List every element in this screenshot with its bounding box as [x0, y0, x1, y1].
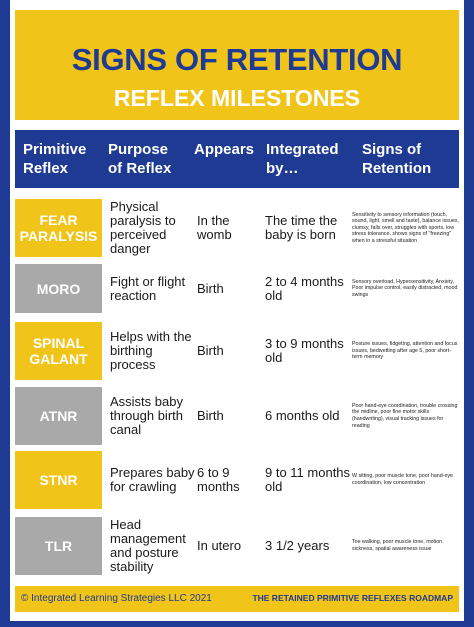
integrated-cell: 2 to 4 months old — [265, 273, 344, 303]
footer-banner — [15, 586, 459, 612]
purpose-cell: Helps with the birthing process — [110, 329, 192, 372]
table-row-fear-paralysis — [15, 199, 459, 257]
purpose-cell: Prepares baby for crawling — [110, 465, 195, 494]
reflex-badge: STNR — [15, 451, 102, 509]
left-border-bar — [0, 0, 10, 627]
table-header — [15, 130, 459, 188]
integrated-cell: 3 to 9 months old — [265, 336, 344, 365]
appears-cell: 6 to 9 months — [197, 465, 240, 494]
integrated-cell: The time the baby is born — [265, 213, 338, 242]
purpose-cell: Assists baby through birth canal — [110, 394, 183, 437]
page-subtitle: REFLEX MILESTONES — [113, 85, 361, 111]
header-primitive-reflex: Primitive Reflex — [23, 141, 87, 177]
appears-cell: In the womb — [197, 213, 232, 242]
appears-cell: Birth — [197, 280, 224, 296]
appears-cell: Birth — [197, 408, 224, 423]
signs-cell: Poor hand-eye coordination, trouble crossing the midline, poor fine motor skills (handwriting), visual tracking issues for reading — [352, 402, 458, 429]
right-border-bar — [464, 0, 474, 627]
purpose-cell: Fight or flight reaction — [110, 273, 186, 303]
bottom-border-bar — [0, 621, 474, 627]
appears-cell: In utero — [197, 538, 242, 553]
signs-cell: Sensory overload, Hypersensitivity, Anxiety, Poor impulse control, easily distracted, mood swings — [352, 278, 458, 298]
copyright-text: © Integrated Learning Strategies LLC 2021 — [21, 593, 212, 604]
table-row-atnr — [15, 387, 459, 445]
purpose-cell: Physical paralysis to perceived danger — [110, 199, 176, 256]
header-signs-of-retention: Signs of Retention — [362, 141, 432, 177]
integrated-cell: 6 months old — [265, 408, 340, 423]
signs-cell: Sensitivity to sensory information (touch, sound, light, smell and taste), balance issues, clumsy, falls over, struggles with sports, low stress tolerance, shows signs of "freezing" when in a stressful situation — [352, 211, 459, 244]
reflex-badge: TLR — [15, 517, 102, 575]
reflex-badge: SPINAL GALANT — [15, 322, 102, 380]
purpose-cell: Head management and posture stability — [110, 517, 186, 574]
appears-cell: Birth — [197, 343, 224, 358]
table-row-spinal-galant — [15, 322, 459, 380]
signs-cell: Toe walking, poor muscle tone, motion sickness, spatial awareness issue — [352, 539, 443, 552]
signs-cell: W sitting, poor muscle tone, poor hand-eye coordination, low concentration — [352, 473, 453, 486]
integrated-cell: 3 1/2 years — [265, 538, 330, 553]
table-row-moro — [15, 264, 459, 313]
table-row-tlr — [15, 517, 459, 575]
reflex-badge: MORO — [15, 264, 102, 313]
header-appears: Appears — [194, 141, 255, 158]
header-purpose: Purpose of Reflex — [108, 141, 172, 177]
page-title: SIGNS OF RETENTION — [71, 42, 403, 77]
reflex-badge: ATNR — [15, 387, 102, 445]
signs-cell: Posture issues, fidgeting, attention and focus issues, bedwetting after age 5, poor short-term memory — [352, 341, 458, 361]
reflex-badge: FEAR PARALYSIS — [15, 199, 102, 257]
title-banner — [15, 10, 459, 120]
roadmap-title: THE RETAINED PRIMITIVE REFLEXES ROADMAP — [252, 593, 453, 603]
table-row-stnr — [15, 451, 459, 509]
integrated-cell: 9 to 11 months old — [265, 465, 351, 494]
header-integrated-by: Integrated by… — [266, 141, 339, 177]
